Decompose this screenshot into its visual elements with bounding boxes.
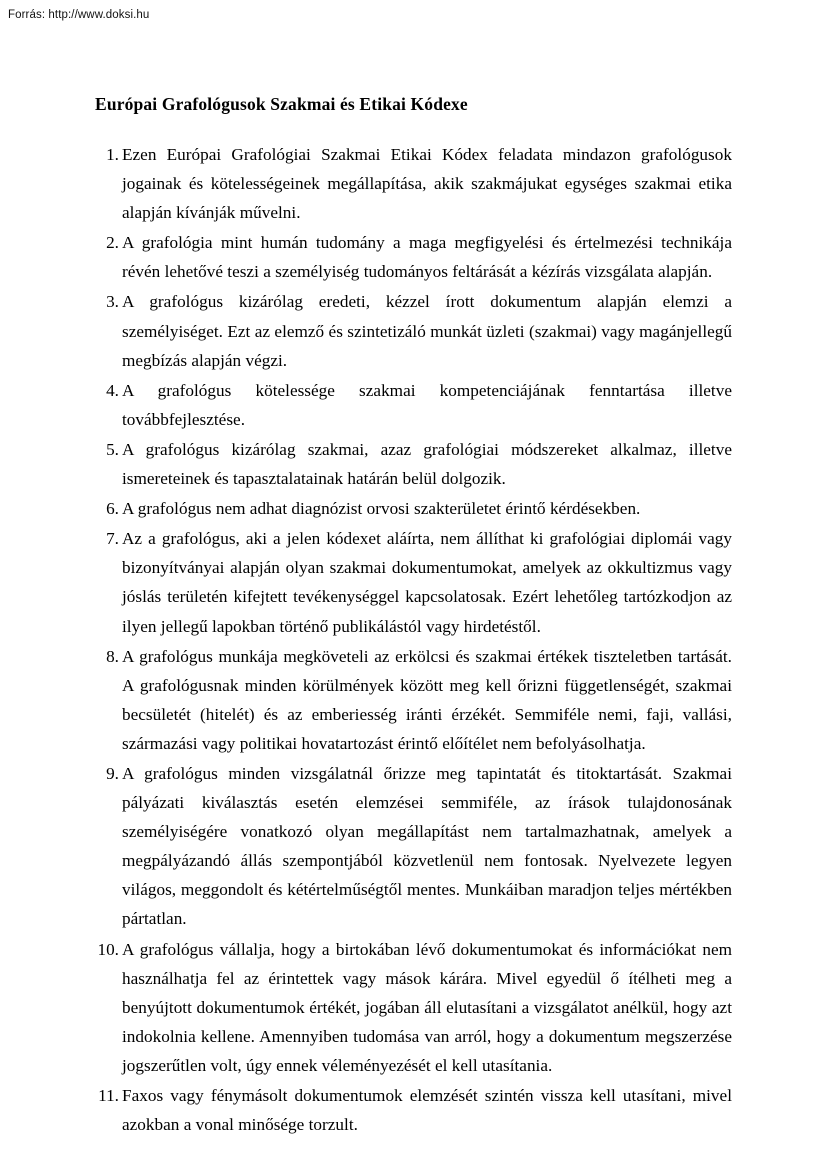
clause-number: 10. xyxy=(97,939,119,959)
clause-item xyxy=(95,935,732,1080)
clause-list xyxy=(95,140,732,1139)
clause-item xyxy=(95,524,732,640)
clause-text: Faxos vagy fénymásolt dokumentumok elemzését szintén vissza kell utasítani, mivel azokban a vonal minősége torzult. xyxy=(122,1086,732,1135)
clause-text: A grafológus kötelessége szakmai kompetenciájának fenntartása illetve továbbfejlesztése. xyxy=(122,380,732,429)
clause-item xyxy=(95,759,732,934)
clause-text: A grafológus munkája megköveteli az erkölcsi és szakmai értékek tiszteletben tartását. A grafológusnak minden körülmények között meg kell őrizni függetlenségét, szakmai becsületét (hitelét) és az emberiesség iránti érzékét. Semmiféle nemi, faji, vallási, származási vagy politikai hovatartozást érintő előítélet nem befolyásolhatja. xyxy=(122,646,732,753)
clause-text: A grafológus kizárólag szakmai, azaz grafológiai módszereket alkalmaz, illetve ismereteinek és tapasztalatainak határán belül dolgozik. xyxy=(122,439,732,489)
clause-item xyxy=(95,494,732,523)
clause-text: A grafológus nem adhat diagnózist orvosi szakterületet érintő kérdésekben. xyxy=(122,499,641,519)
clause-number: 2. xyxy=(106,233,119,253)
clause-text: A grafológia mint humán tudomány a maga megfigyelési és értelmezési technikája révén lehetővé teszi a személyiség tudományos feltárását a kézírás vizsgálata alapján. xyxy=(122,233,732,282)
clause-number: 3. xyxy=(106,292,119,312)
clause-number: 9. xyxy=(106,763,119,783)
clause-text: A grafológus minden vizsgálatnál őrizze meg tapintatát és titoktartását. Szakmai pályázati kiválasztás esetén elemzései semmiféle, az írások tulajdonosának személyiségére vonatkozó olyan megállapítást nem tartalmazhatnak, amelyek a megpályázandó állás szempontjából közvetlenül nem fontosak. Nyelvezete legyen világos, meggondolt és kétértelműségtől mentes. Munkáiban maradjon teljes mértékben pártatlan. xyxy=(122,763,732,929)
clause-item xyxy=(95,1081,732,1139)
clause-item xyxy=(95,287,732,374)
clause-text: Ezen Európai Grafológiai Szakmai Etikai Kódex feladata mindazon grafológusok jogainak és kötelességeinek megállapítása, akik szakmájukat egységes szakmai etika alapján kívánják művelni. xyxy=(122,145,732,223)
clause-item xyxy=(95,642,732,758)
clause-number: 8. xyxy=(106,646,119,666)
clause-number: 5. xyxy=(106,439,119,459)
clause-text: A grafológus kizárólag eredeti, kézzel írott dokumentum alapján elemzi a személyiséget. Ezt az elemző és szintetizáló munkát üzleti (szakmai) vagy magánjellegű megbízás alapján végzi. xyxy=(122,292,732,370)
clause-item xyxy=(95,376,732,434)
clause-number: 6. xyxy=(106,499,119,519)
clause-number: 7. xyxy=(106,529,119,549)
clause-text: A grafológus vállalja, hogy a birtokában lévő dokumentumokat és információkat nem használhatja fel az érintettek vagy mások kárára. Mivel egyedül ő ítélheti meg a benyújtott dokumentumok értékét, jogában áll elutasítani a vizsgálatot anélkül, hogy azt indokolnia kellene. Amennyiben tudomása van arról, hogy a dokumentum megszerzése jogszerűtlen volt, úgy ennek véleményezését el kell utasítania. xyxy=(122,939,732,1075)
clause-item xyxy=(95,435,732,493)
clause-number: 11. xyxy=(98,1086,119,1105)
clause-text: Az a grafológus, aki a jelen kódexet aláírta, nem állíthat ki grafológiai diplomái vagy bizonyítványai alapján olyan szakmai dokumentumokat, amelyek az okkultizmus vagy jóslás területén kifejtett tevékenységgel kapcsolatosak. Ezért lehetőleg tartózkodjon az ilyen jellegű lapokban történő publikálástól vagy hirdetéstől. xyxy=(122,529,732,636)
page-title: Európai Grafológusok Szakmai és Etikai Kódexe xyxy=(95,94,468,114)
clause-number: 4. xyxy=(106,380,119,400)
clause-number: 1. xyxy=(106,145,119,164)
clause-item xyxy=(95,140,732,227)
clause-item xyxy=(95,228,732,286)
source-watermark: Forrás: http://www.doksi.hu xyxy=(8,9,150,21)
